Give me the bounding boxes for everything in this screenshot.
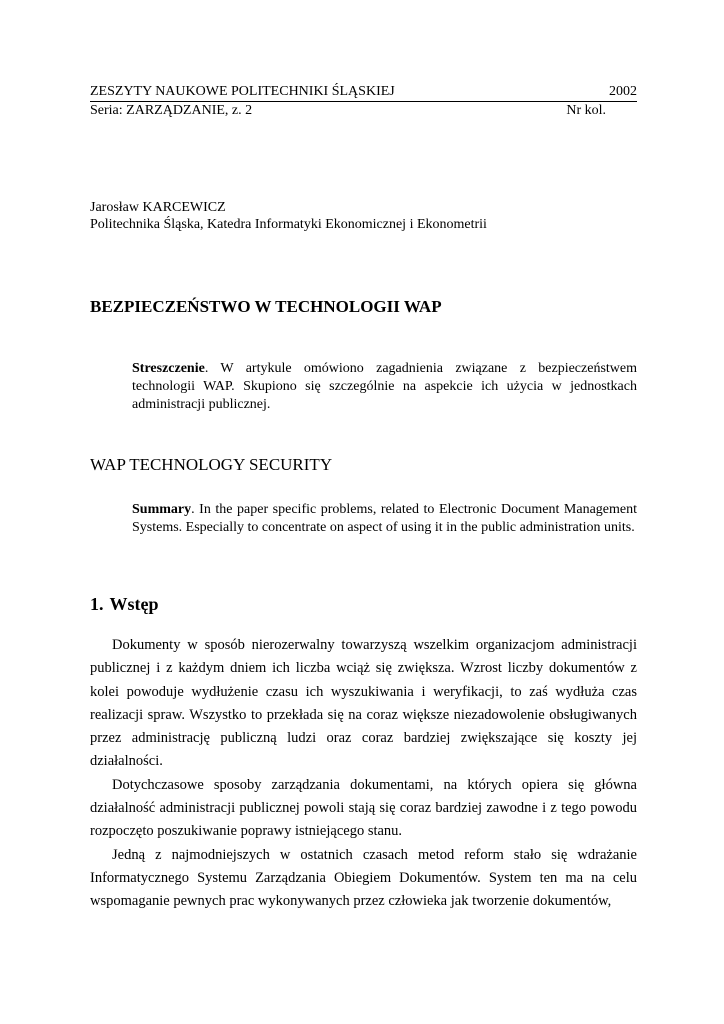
abstract-polish xyxy=(132,360,637,414)
section-number: 1. xyxy=(90,594,104,614)
journal-year: 2002 xyxy=(609,84,637,99)
abstract-polish-text: . W artykule omówiono zagadnienia związane z bezpieczeństwem technologii WAP. Skupiono się szczególnie na aspekcie ich użycia w jednostkach administracji publicznej. xyxy=(132,361,637,412)
abstract-english xyxy=(132,501,637,537)
paragraph: Dotychczasowe sposoby zarządzania dokumentami, na których opiera się główna działalność administracji publicznej powoli stają się coraz bardziej zawodne i z tego powodu rozpoczęto poszukiwanie poprawy istniejącego stanu. xyxy=(90,776,637,840)
paragraph: Jedną z najmodniejszych w ostatnich czasach metod reform stało się wdrażanie Informatycznego Systemu Zarządzania Obiegiem Dokumentów. System ten ma na celu wspomaganie pewnych prac wykonywanych przez człowieka jak tworzenie dokumentów, xyxy=(90,846,637,910)
nr-kol: Nr kol. xyxy=(566,103,606,118)
author-block xyxy=(90,199,487,233)
title-english: WAP TECHNOLOGY SECURITY xyxy=(90,455,333,474)
section-heading xyxy=(90,594,159,615)
abstract-english-label: Summary xyxy=(132,502,192,517)
series-line xyxy=(90,103,637,119)
paragraph: Dokumenty w sposób nierozerwalny towarzyszą wszelkim organizacjom administracji publicznej i z każdym dniem ich liczba wciąż się zwiększa. Wzrost liczby dokumentów z kolei powoduje wydłużenie czasu ich wyszukiwania i weryfikacji, to zaś wydłuża czas realizacji spraw. Wszystko to przekłada się na coraz większe niezadowolenie obsługiwanych przez administrację publiczną ludzi oraz coraz bardziej zwiększające się koszty jej działalności. xyxy=(90,637,637,770)
author-name: Jarosław KARCEWICZ xyxy=(90,200,226,215)
running-header xyxy=(90,84,637,102)
series-info: Seria: ZARZĄDZANIE, z. 2 xyxy=(90,103,253,118)
section-title: Wstęp xyxy=(109,594,159,614)
journal-name: ZESZYTY NAUKOWE POLITECHNIKI ŚLĄSKIEJ xyxy=(90,84,395,99)
abstract-english-text: . In the paper specific problems, related to Electronic Document Management Systems. Especially to concentrate on aspect of using it in the public administration units. xyxy=(132,502,637,535)
body-text xyxy=(90,634,637,914)
abstract-polish-label: Streszczenie xyxy=(132,361,205,376)
title-polish: BEZPIECZEŃSTWO W TECHNOLOGII WAP xyxy=(90,297,442,316)
author-affiliation: Politechnika Śląska, Katedra Informatyki Ekonomicznej i Ekonometrii xyxy=(90,217,487,232)
